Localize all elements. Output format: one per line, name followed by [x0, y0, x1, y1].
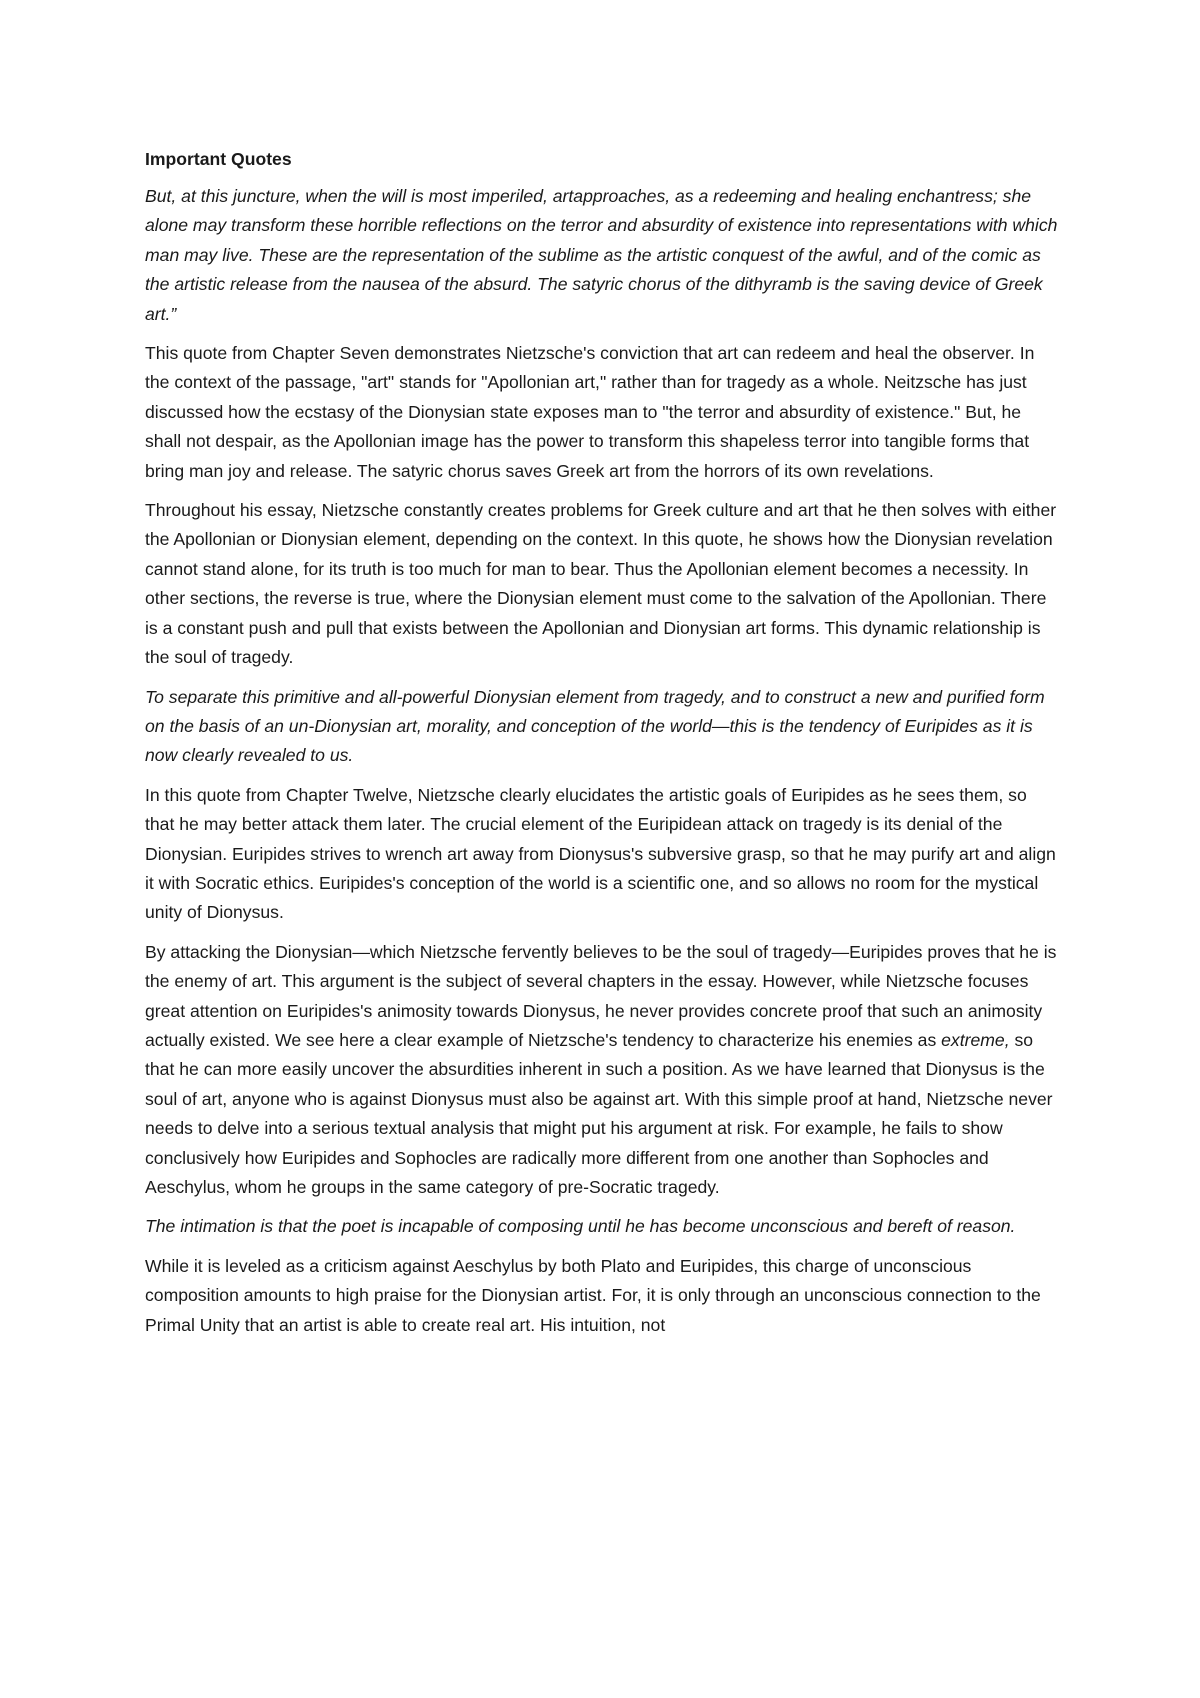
- quote-chapter-seven: But, at this juncture, when the will is most imperiled, artapproaches, as a redeeming and healing enchantress; she alone may transform these horrible reflections on the terror and absurdity of existence into representations with which man may live. These are the representation of the sublime as the artistic conquest of the awful, and of the comic as the artistic release from the nausea of the absurd. The satyric chorus of the dithyramb is the saving device of Greek art.”: [145, 186, 1058, 324]
- paragraph-commentary-2: Throughout his essay, Nietzsche constantly creates problems for Greek culture and art that he then solves with either the Apollonian or Dionysian element, depending on the context. In this quote, he shows how the Dionysian revelation cannot stand alone, for its truth is too much for man to bear. Thus the Apollonian element becomes a necessity. In other sections, the reverse is true, where the Dionysian element must come to the salvation of the Apollonian. There is a constant push and pull that exists between the Apollonian and Dionysian art forms. This dynamic relationship is the soul of tragedy.: [145, 500, 1057, 668]
- emphasis-extreme: extreme,: [941, 1029, 1010, 1050]
- section-heading: Important Quotes: [145, 149, 292, 169]
- paragraph-commentary-4: [145, 938, 1060, 1203]
- document-page: [145, 146, 1060, 1350]
- paragraph-commentary-5: While it is leveled as a criticism against Aeschylus by both Plato and Euripides, this charge of unconscious composition amounts to high praise for the Dionysian artist. For, it is only through an unconscious connection to the Primal Unity that an artist is able to create real art. His intuition, not: [145, 1255, 1041, 1335]
- quote-chapter-twelve: To separate this primitive and all-powerful Dionysian element from tragedy, and to construct a new and purified form on the basis of an un-Dionysian art, morality, and conception of the world—this is the tendency of Euripides as it is now clearly revealed to us.: [145, 686, 1045, 766]
- paragraph-commentary-1: This quote from Chapter Seven demonstrates Nietzsche's conviction that art can redeem and heal the observer. In the context of the passage, "art" stands for "Apollonian art," rather than for tragedy as a whole. Neitzsche has just discussed how the ecstasy of the Dionysian state exposes man to "the terror and absurdity of existence." But, he shall not despair, as the Apollonian image has the power to transform this shapeless terror into tangible forms that bring man joy and release. The satyric chorus saves Greek art from the horrors of its own revelations.: [145, 343, 1035, 481]
- quote-intimation: The intimation is that the poet is incapable of composing until he has become unconscious and bereft of reason.: [145, 1216, 1016, 1237]
- paragraph-commentary-3: In this quote from Chapter Twelve, Nietzsche clearly elucidates the artistic goals of Euripides as he sees them, so that he may better attack them later. The crucial element of the Euripidean attack on tragedy is its denial of the Dionysian. Euripides strives to wrench art away from Dionysus's subversive grasp, so that he may purify art and align it with Socratic ethics. Euripides's conception of the world is a scientific one, and so allows no room for the mystical unity of Dionysus.: [145, 784, 1056, 923]
- paragraph-commentary-4-part2: so that he can more easily uncover the absurdities inherent in such a position. As we have learned that Dionysus is the soul of art, anyone who is against Dionysus must also be against art. With this simple proof at hand, Nietzsche never needs to delve into a serious textual analysis that might put his argument at risk. For example, he fails to show conclusively how Euripides and Sophocles are radically more different from one another than Sophocles and Aeschylus, whom he groups in the same category of pre-Socratic tragedy.: [145, 1029, 1053, 1197]
- paragraph-commentary-4-part1: By attacking the Dionysian—which Nietzsche fervently believes to be the soul of tragedy—Euripides proves that he is the enemy of art. This argument is the subject of several chapters in the essay. However, while Nietzsche focuses great attention on Euripides's animosity towards Dionysus, he never provides concrete proof that such an animosity actually existed. We see here a clear example of Nietzsche's tendency to characterize his enemies as: [145, 941, 1057, 1050]
